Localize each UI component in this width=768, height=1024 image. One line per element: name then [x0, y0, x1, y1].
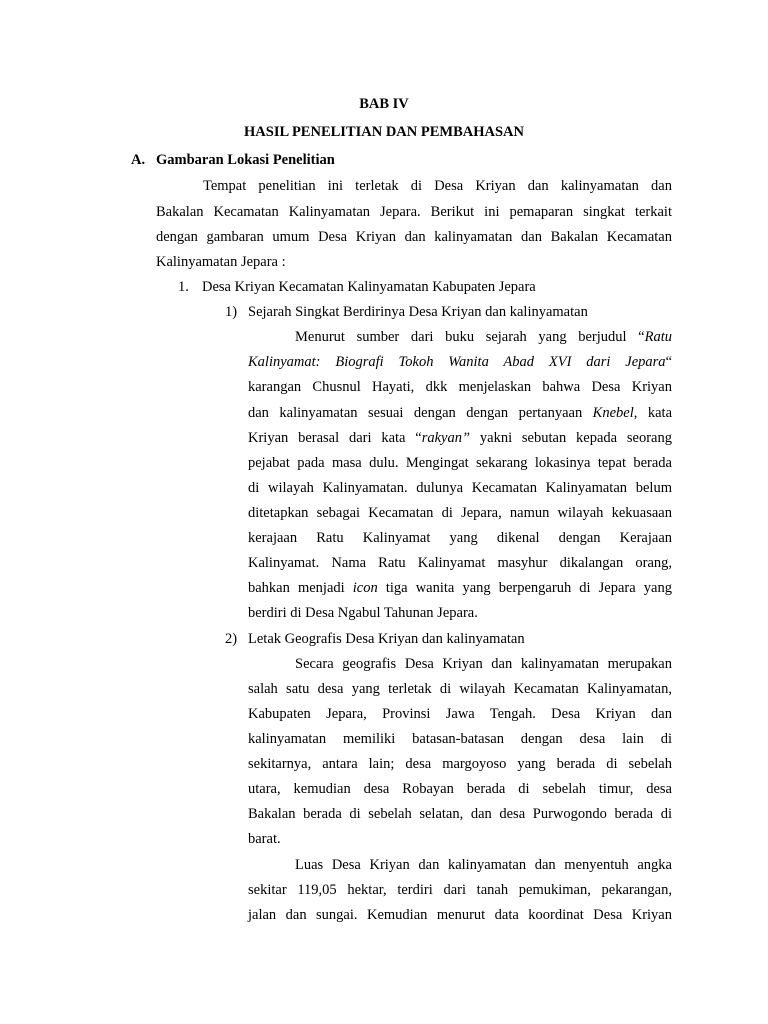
sub-1-line-11: bahkan menjadi icon tiga wanita yang berpengaruh di Jepara yang: [248, 580, 672, 596]
section-a-heading: Gambaran Lokasi Penelitian: [156, 152, 335, 168]
sub-1-line-6: pejabat pada masa dulu. Mengingat sekarang lokasinya tepat berada: [248, 455, 672, 471]
sub-2-p1-line-5: sekitarnya, antara lain; desa margoyoso yang berada di sebelah: [248, 756, 672, 772]
sub-1-line-10: Kalinyamat. Nama Ratu Kalinyamat masyhur dikalangan orang,: [248, 555, 672, 571]
sub-1-line-5: Kriyan berasal dari kata “rakyan” yakni sebutan kepada seorang: [248, 430, 672, 446]
sub-2-p1-line-2: salah satu desa yang terletak di wilayah Kecamatan Kalinyamatan,: [248, 681, 672, 697]
intro-line-2: Bakalan Kecamatan Kalinyamatan Jepara. Berikut ini pemaparan singkat terkait: [156, 204, 672, 220]
item-1-marker: 1.: [178, 279, 189, 295]
sub-2-p1-line-1: Secara geografis Desa Kriyan dan kalinyamatan merupakan: [295, 656, 672, 672]
sub-1-line-7: di wilayah Kalinyamatan. dulunya Kecamatan Kalinyamatan belum: [248, 480, 672, 496]
intro-line-1: Tempat penelitian ini terletak di Desa Kriyan dan kalinyamatan dan: [203, 178, 672, 194]
sub-2-p2-line-3: jalan dan sungai. Kemudian menurut data koordinat Desa Kriyan: [248, 907, 672, 923]
sub-2-title: Letak Geografis Desa Kriyan dan kalinyamatan: [248, 631, 525, 647]
intro-line-4: Kalinyamatan Jepara :: [156, 254, 286, 270]
sub-1-title: Sejarah Singkat Berdirinya Desa Kriyan dan kalinyamatan: [248, 304, 588, 320]
sub-1-line-1: Menurut sumber dari buku sejarah yang berjudul “Ratu: [295, 329, 672, 345]
sub-1-line-8: ditetapkan sebagai Kecamatan di Jepara, namun wilayah kekuasaan: [248, 505, 672, 521]
sub-2-p1-line-4: kalinyamatan memiliki batasan-batasan dengan desa lain di: [248, 731, 672, 747]
sub-2-p1-line-6: utara, kemudian desa Robayan berada di sebelah timur, desa: [248, 781, 672, 797]
sub-2-marker: 2): [225, 631, 238, 647]
intro-line-3: dengan gambaran umum Desa Kriyan dan kalinyamatan dan Bakalan Kecamatan: [156, 229, 672, 245]
section-a-marker: A.: [131, 152, 146, 168]
sub-1-line-2: Kalinyamat: Biografi Tokoh Wanita Abad XVI dari Jepara“: [248, 354, 672, 370]
sub-2-p2-line-1: Luas Desa Kriyan dan kalinyamatan dan menyentuh angka: [295, 857, 672, 873]
sub-1-line-4: dan kalinyamatan sesuai dengan dengan pertanyaan Knebel, kata: [248, 405, 672, 421]
chapter-title: HASIL PENELITIAN DAN PEMBAHASAN: [244, 124, 524, 140]
sub-2-p1-line-3: Kabupaten Jepara, Provinsi Jawa Tengah. Desa Kriyan dan: [248, 706, 672, 722]
sub-2-p2-line-2: sekitar 119,05 hektar, terdiri dari tanah pemukiman, pekarangan,: [248, 882, 672, 898]
sub-1-line-12: berdiri di Desa Ngabul Tahunan Jepara.: [248, 605, 478, 621]
chapter-number: BAB IV: [359, 96, 409, 112]
sub-2-p1-line-7: Bakalan berada di sebelah selatan, dan desa Purwogondo berada di: [248, 806, 672, 822]
item-1-title: Desa Kriyan Kecamatan Kalinyamatan Kabupaten Jepara: [202, 279, 536, 295]
sub-2-p1-line-8: barat.: [248, 831, 281, 847]
sub-1-line-9: kerajaan Ratu Kalinyamat yang dikenal dengan Kerajaan: [248, 530, 672, 546]
sub-1-line-3: karangan Chusnul Hayati, dkk menjelaskan bahwa Desa Kriyan: [248, 379, 672, 395]
sub-1-marker: 1): [225, 304, 238, 320]
